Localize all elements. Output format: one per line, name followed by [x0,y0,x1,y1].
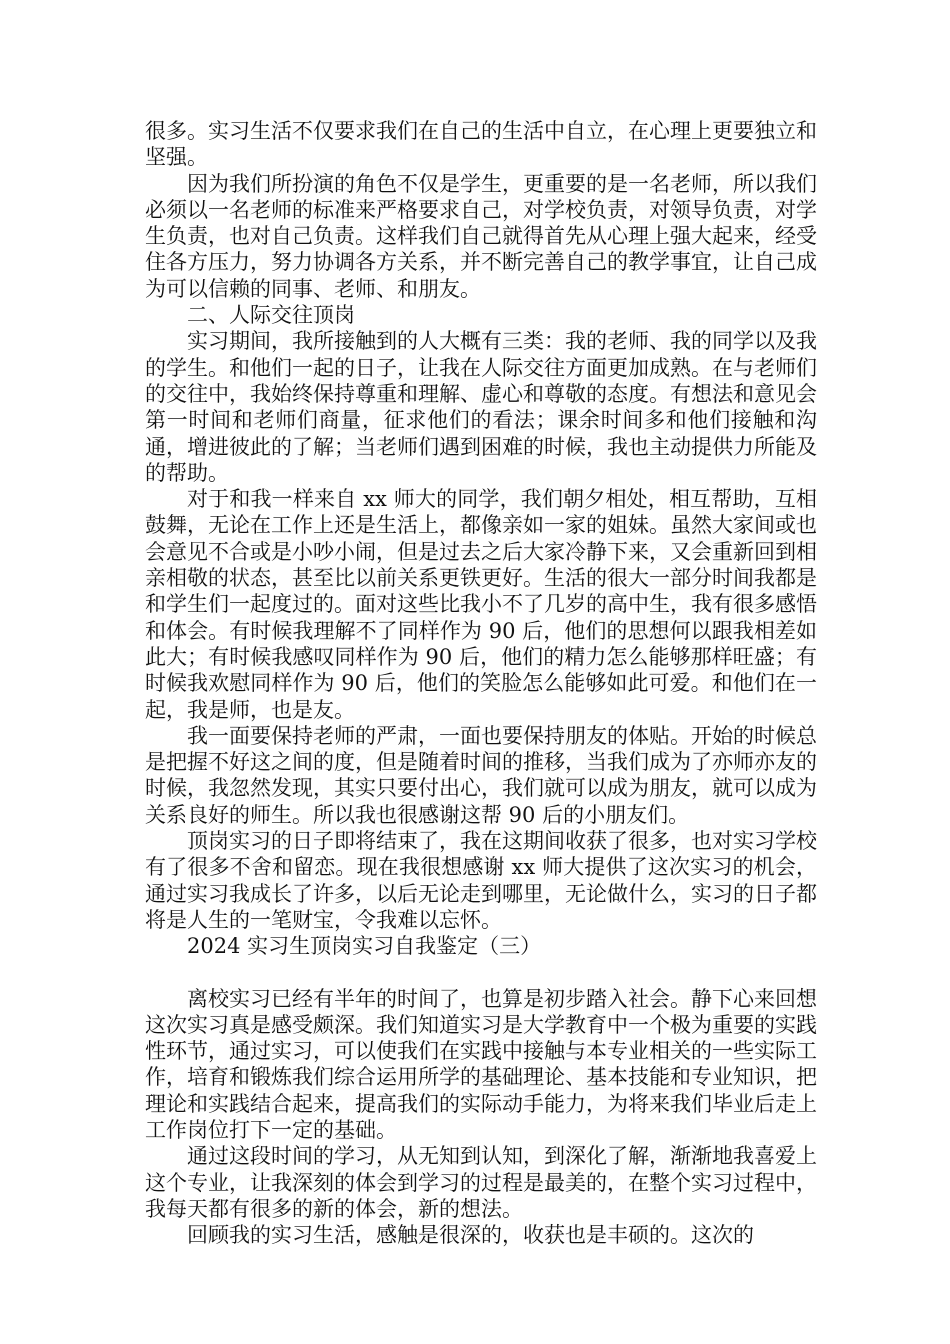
paragraph: 我一面要保持老师的严肃，一面也要保持朋友的体贴。开始的时候总是把握不好这之间的度，但是随着时间的推移，当我们成为了亦师亦友的时候，我忽然发现，其实只要付出心，我们就可以成为朋友，就可以成为关系良好的师生。所以我也很感谢这帮 90 后的小朋友们。 [145,723,817,827]
paragraph: 顶岗实习的日子即将结束了，我在这期间收获了很多，也对实习学校有了很多不舍和留恋。现在我很想感谢 xx 师大提供了这次实习的机会，通过实习我成长了许多，以后无论走到哪里，无论做什么，实习的日子都将是人生的一笔财宝，令我难以忘怀。 [145,829,817,932]
paragraph: 离校实习已经有半年的时间了，也算是初步踏入社会。静下心来回想这次实习真是感受颇深。我们知道实习是大学教育中一个极为重要的实践性环节，通过实习，可以使我们在实践中接触与本专业相关的一些实际工作，培育和锻炼我们综合运用所学的基础理论、基本技能和专业知识，把理论和实践结合起来，提高我们的实际动手能力，为将来我们毕业后走上工作岗位打下一定的基础。 [145,986,817,1142]
blank-line [145,960,817,986]
document-page [145,118,817,1248]
paragraph: 很多。实习生活不仅要求我们在自己的生活中自立，在心理上更要独立和坚强。 [145,119,817,170]
section-heading: 二、人际交往顶岗 [187,303,355,328]
paragraph: 通过这段时间的学习，从无知到认知，到深化了解，渐渐地我喜爱上这个专业，让我深刻的体会到学习的过程是最美的，在整个实习过程中，我每天都有很多的新的体会，新的想法。 [145,1144,817,1221]
paragraph: 对于和我一样来自 xx 师大的同学，我们朝夕相处，相互帮助，互相鼓舞，无论在工作上还是生活上，都像亲如一家的姐妹。虽然大家间或也会意见不合或是小吵小闹，但是过去之后大家冷静下来，又会重新回到相亲相敬的状态，甚至比以前关系更铁更好。生活的很大一部分时间我都是和学生们一起度过的。面对这些比我小不了几岁的高中生，我有很多感悟和体会。有时候我理解不了同样作为 90 后，他们的思想何以跟我相差如此大；有时候我感叹同样作为 90 后，他们的精力怎么能够那样旺盛；有时候我欢慰同样作为 90 后，他们的笑脸怎么能够如此可爱。和他们在一起，我是师，也是友。 [145,487,817,722]
paragraph: 实习期间，我所接触到的人大概有三类：我的老师、我的同学以及我的学生。和他们一起的日子，让我在人际交往方面更加成熟。在与老师们的交往中，我始终保持尊重和理解、虚心和尊敬的态度。有想法和意见会第一时间和老师们商量，征求他们的看法；课余时间多和他们接触和沟通，增进彼此的了解；当老师们遇到困难的时候，我也主动提供力所能及的帮助。 [145,329,817,485]
article-title: 2024 实习生顶岗实习自我鉴定（三） [187,934,542,959]
paragraph: 因为我们所扮演的角色不仅是学生，更重要的是一名老师，所以我们必须以一名老师的标准来严格要求自己，对学校负责，对领导负责，对学生负责，也对自己负责。这样我们自己就得首先从心理上强大起来，经受住各方压力，努力协调各方关系，并不断完善自己的教学事宜，让自己成为可以信赖的同事、老师、和朋友。 [145,171,817,301]
paragraph: 回顾我的实习生活，感触是很深的，收获也是丰硕的。这次的 [187,1223,754,1248]
